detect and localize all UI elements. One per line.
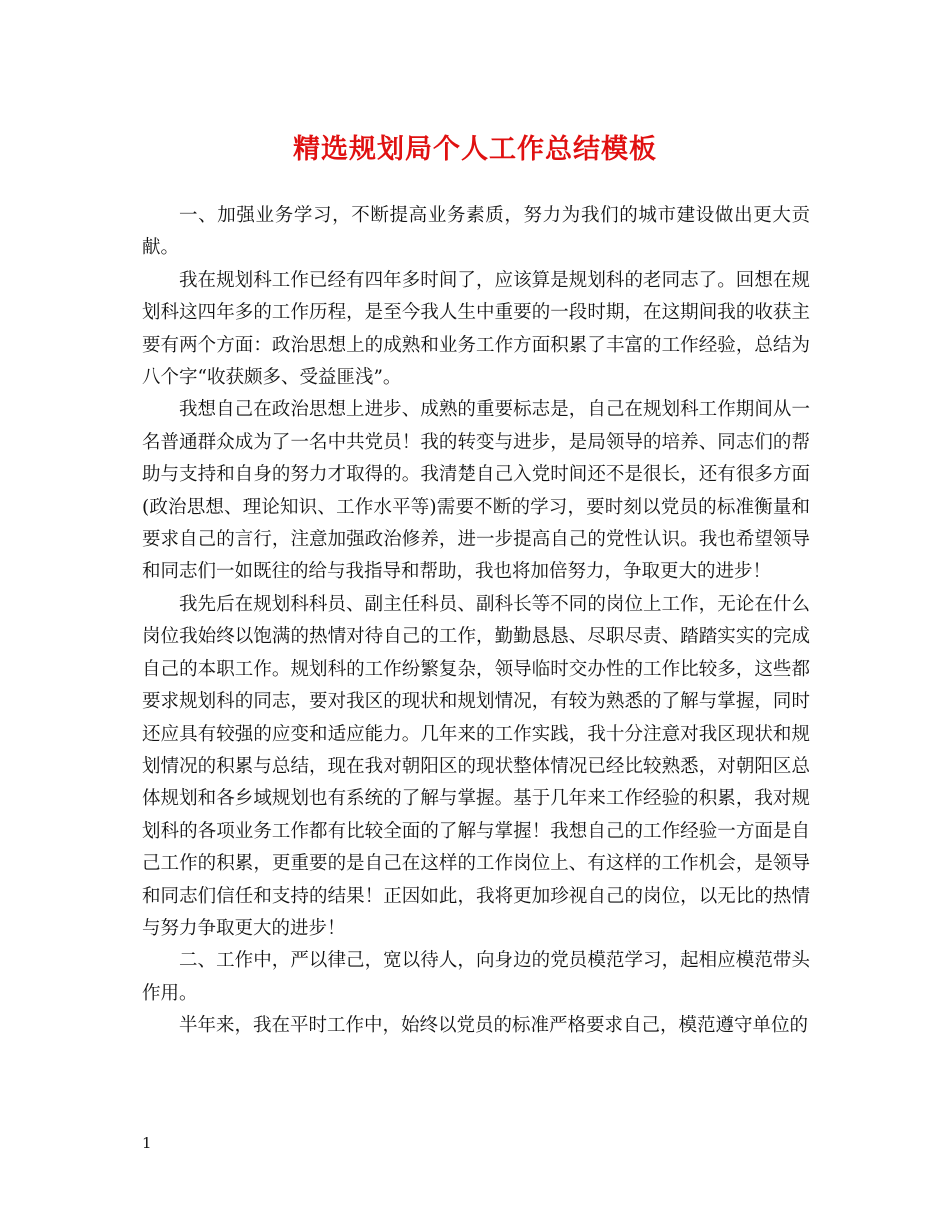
paragraph-2: 我在规划科工作已经有四年多时间了，应该算是规划科的老同志了。回想在规划科这四年多的工作历程，是至今我人生中重要的一段时期，在这期间我的收获主要有两个方面：政治思想上的成熟和业务工作方面积累了丰富的工作经验，总结为八个字“收获颇多、受益匪浅”。 [142,269,810,389]
paragraph-3: 我想自己在政治思想上进步、成熟的重要标志是，自己在规划科工作期间从一名普通群众成为了一名中共党员！我的转变与进步，是局领导的培养、同志们的帮助与支持和自身的努力才取得的。我清楚自己入党时间还不是很长，还有很多方面(政治思想、理论知识、工作水平等)需要不断的学习，要时刻以党员的标准衡量和要求自己的言行，注意加强政治修养，进一步提高自己的党性认识。我也希望领导和同志们一如既往的给与我指导和帮助，我也将加倍努力，争取更大的进步！ [142,399,810,583]
paragraph-1: 一、加强业务学习，不断提高业务素质，努力为我们的城市建设做出更大贡献。 [142,205,810,259]
document-title: 精选规划局个人工作总结模板 [293,134,657,165]
document-body [142,200,810,1043]
paragraph-5: 二、工作中，严以律己，宽以待人，向身边的党员模范学习，起相应模范带头作用。 [142,950,810,1004]
paragraph-4: 我先后在规划科科员、副主任科员、副科长等不同的岗位上工作，无论在什么岗位我始终以饱满的热情对待自己的工作，勤勤恳恳、尽职尽责、踏踏实实的完成自己的本职工作。规划科的工作纷繁复杂，领导临时交办性的工作比较多，这些都要求规划科的同志，要对我区的现状和规划情况，有较为熟悉的了解与掌握，同时还应具有较强的应变和适应能力。几年来的工作实践，我十分注意对我区现状和规划情况的积累与总结，现在我对朝阳区的现状整体情况已经比较熟悉，对朝阳区总体规划和各乡域规划也有系统的了解与掌握。基于几年来工作经验的积累，我对规划科的各项业务工作都有比较全面的了解与掌握！我想自己的工作经验一方面是自己工作的积累，更重要的是自己在这样的工作岗位上、有这样的工作机会，是领导和同志们信任和支持的结果！正因如此，我将更加珍视自己的岗位，以无比的热情与努力争取更大的进步！ [142,593,810,939]
paragraph-6: 半年来，我在平时工作中，始终以党员的标准严格要求自己，模范遵守单位的 [179,1015,809,1037]
page-number: 1 [142,1134,152,1152]
